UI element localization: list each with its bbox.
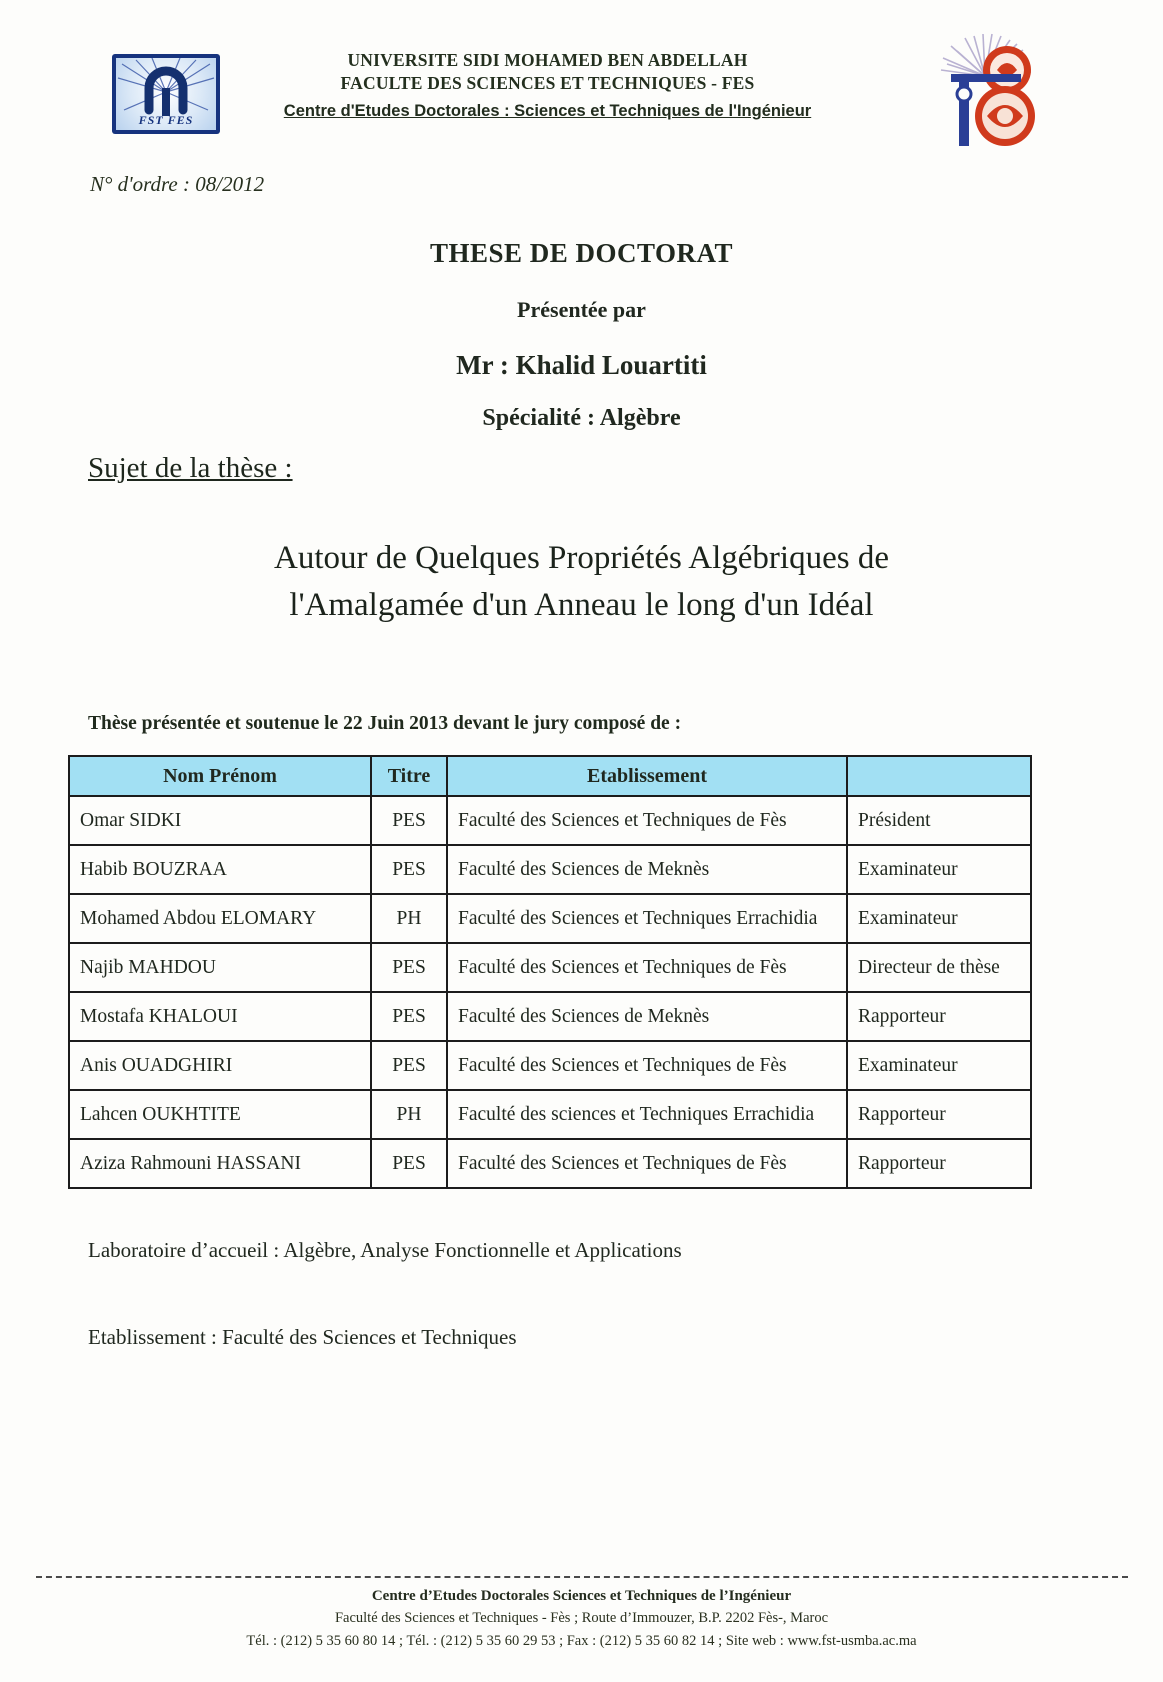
jury-title: PES [371, 1041, 447, 1090]
jury-name: Omar SIDKI [69, 796, 371, 845]
jury-name: Najib MAHDOU [69, 943, 371, 992]
jury-role: Examinateur [847, 894, 1031, 943]
university-name: UNIVERSITE SIDI MOHAMED BEN ABDELLAH [347, 50, 748, 70]
jury-institution: Faculté des Sciences de Meknès [447, 845, 847, 894]
document-type-title: THESE DE DOCTORAT [429, 238, 734, 268]
table-row [69, 1090, 1031, 1139]
table-row [69, 796, 1031, 845]
jury-title: PH [371, 894, 447, 943]
author-name: Mr : Khalid Louartiti [456, 350, 707, 380]
jury-name: Mohamed Abdou ELOMARY [69, 894, 371, 943]
jury-role: Rapporteur [847, 992, 1031, 1041]
jury-name: Habib BOUZRAA [69, 845, 371, 894]
faculty-name: FACULTE DES SCIENCES ET TECHNIQUES - FES [340, 73, 755, 93]
jury-title: PES [371, 796, 447, 845]
jury-role: Rapporteur [847, 1139, 1031, 1188]
jury-name: Aziza Rahmouni HASSANI [69, 1139, 371, 1188]
footer-contacts: Tél. : (212) 5 35 60 80 14 ; Tél. : (212) 5 35 60 29 53 ; Fax : (212) 5 35 60 82 14 ; Site web : www.fst-usmba.ac.ma [246, 1633, 917, 1649]
jury-title: PES [371, 943, 447, 992]
subject-label: Sujet de la thèse : [88, 452, 293, 484]
table-row [69, 894, 1031, 943]
column-header-name: Nom Prénom [69, 756, 371, 796]
jury-name: Anis OUADGHIRI [69, 1041, 371, 1090]
column-header-institution: Etablissement [447, 756, 847, 796]
thesis-title-line2: l'Amalgamée d'un Anneau le long d'un Idéal [289, 586, 874, 623]
laboratory-line: Laboratoire d’accueil : Algèbre, Analyse Fonctionnelle et Applications [88, 1238, 682, 1262]
footer-divider [36, 1576, 1128, 1578]
jury-role: Examinateur [847, 1041, 1031, 1090]
jury-institution: Faculté des Sciences et Techniques de Fès [447, 1041, 847, 1090]
jury-name: Mostafa KHALOUI [69, 992, 371, 1041]
jury-role: Rapporteur [847, 1090, 1031, 1139]
thesis-title [0, 535, 1163, 629]
footer-address: Faculté des Sciences et Techniques - Fès ; Route d’Immouzer, B.P. 2202 Fès-, Maroc [334, 1610, 829, 1626]
speciality-line: Spécialité : Algèbre [482, 405, 681, 431]
jury-institution: Faculté des sciences et Techniques Errachidia [447, 1090, 847, 1139]
footer-center-name: Centre d’Etudes Doctorales Sciences et Techniques de l’Ingénieur [371, 1588, 792, 1604]
fst-logo-caption: FST FES [138, 113, 194, 127]
jury-title: PES [371, 992, 447, 1041]
jury-table [68, 755, 1032, 1189]
table-row [69, 845, 1031, 894]
defense-statement: Thèse présentée et soutenue le 22 Juin 2013 devant le jury composé de : [88, 713, 682, 734]
establishment-line: Etablissement : Faculté des Sciences et Techniques [88, 1325, 517, 1349]
jury-institution: Faculté des Sciences et Techniques de Fès [447, 943, 847, 992]
table-row [69, 1139, 1031, 1188]
presented-by-label: Présentée par [517, 297, 646, 322]
jury-role: Président [847, 796, 1031, 845]
jury-title: PES [371, 1139, 447, 1188]
jury-institution: Faculté des Sciences de Meknès [447, 992, 847, 1041]
thesis-title-line1: Autour de Quelques Propriétés Algébriques de [274, 540, 889, 576]
table-row [69, 1041, 1031, 1090]
column-header-role [847, 756, 1031, 796]
doctoral-center-line: Centre d'Etudes Doctorales : Sciences et Techniques de l'Ingénieur [283, 102, 812, 120]
jury-title: PH [371, 1090, 447, 1139]
jury-role: Directeur de thèse [847, 943, 1031, 992]
table-row [69, 992, 1031, 1041]
jury-institution: Faculté des Sciences et Techniques de Fès [447, 796, 847, 845]
column-header-title: Titre [371, 756, 447, 796]
jury-institution: Faculté des Sciences et Techniques Errachidia [447, 894, 847, 943]
order-number: N° d'ordre : 08/2012 [90, 172, 265, 196]
jury-title: PES [371, 845, 447, 894]
jury-table-header-row [69, 756, 1031, 796]
table-row [69, 943, 1031, 992]
university-emblem-icon [925, 32, 1043, 158]
fst-fes-logo [112, 54, 220, 134]
header-text-block [225, 50, 870, 121]
jury-name: Lahcen OUKHTITE [69, 1090, 371, 1139]
jury-role: Examinateur [847, 845, 1031, 894]
jury-institution: Faculté des Sciences et Techniques de Fès [447, 1139, 847, 1188]
